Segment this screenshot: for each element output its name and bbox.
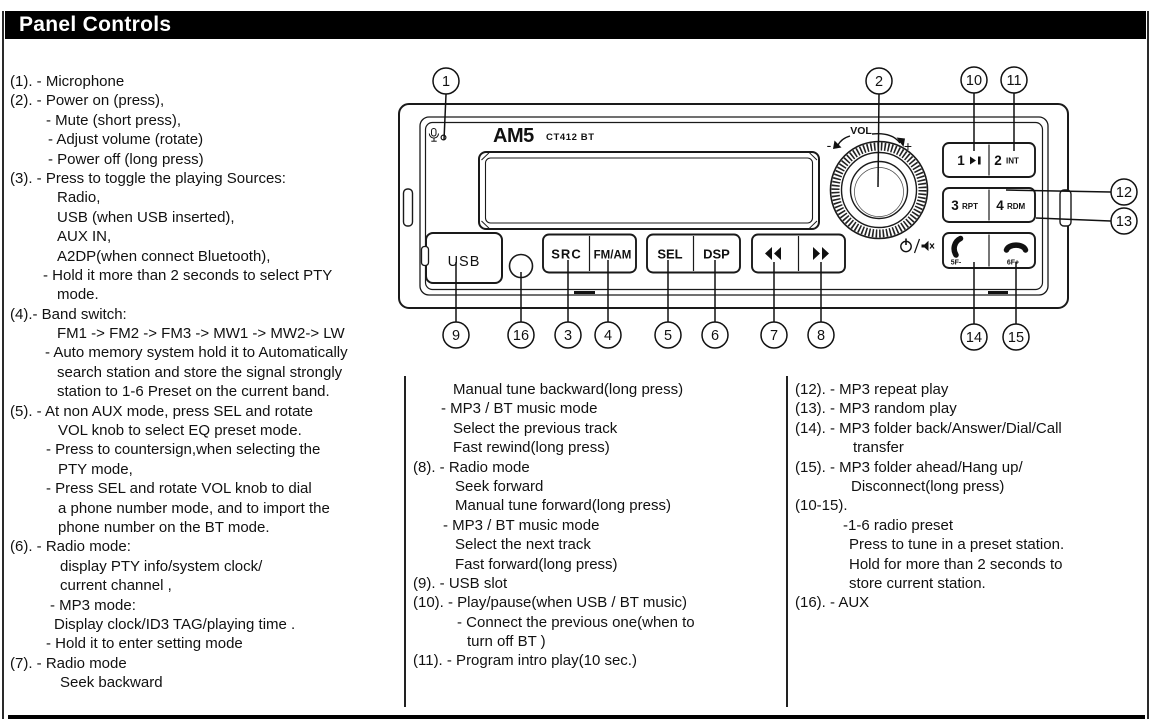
svg-text:8: 8: [816, 328, 826, 344]
instruction-line: transfer: [853, 439, 904, 457]
bezel-tab-left: [404, 189, 413, 226]
instruction-line: Seek backward: [60, 674, 163, 692]
instruction-line: (16). - AUX: [795, 594, 870, 612]
svg-text:4: 4: [603, 328, 613, 344]
instruction-line: (7). - Radio mode: [10, 654, 127, 672]
instruction-line: Radio,: [57, 189, 101, 207]
vol-label: VOL: [850, 125, 872, 137]
instruction-line: AUX IN,: [57, 228, 112, 246]
instruction-line: - Press to countersign,when selecting the: [46, 441, 321, 459]
svg-text:2: 2: [994, 153, 1002, 168]
instruction-line: a phone number mode, and to import the: [58, 499, 330, 517]
instruction-line: (9). - USB slot: [413, 574, 508, 592]
instruction-line: VOL knob to select EQ preset mode.: [58, 422, 302, 440]
svg-text:12: 12: [1115, 185, 1133, 201]
svg-text:6F+: 6F+: [1006, 259, 1020, 267]
instruction-line: Hold for more than 2 seconds to: [849, 555, 1063, 573]
instruction-line: (11). - Program intro play(10 sec.): [413, 652, 637, 670]
instruction-line: USB (when USB inserted),: [57, 208, 235, 226]
instruction-line: - Auto memory system hold it to Automatically: [45, 344, 348, 362]
svg-text:11: 11: [1006, 73, 1022, 89]
brand-logo: AM5: [493, 125, 534, 147]
instruction-line: - Hold it more than 2 seconds to select PTY: [43, 266, 333, 284]
usb-label: USB: [447, 254, 481, 270]
instruction-line: search station and store the signal strongly: [57, 363, 343, 381]
svg-text:2: 2: [874, 74, 884, 90]
instruction-line: (8). - Radio mode: [413, 458, 530, 476]
bezel-tab-right: [1060, 190, 1071, 226]
instruction-line: - MP3 mode:: [50, 596, 136, 614]
svg-text:SEL: SEL: [657, 246, 683, 262]
svg-text:10: 10: [965, 73, 983, 89]
svg-text:4: 4: [996, 198, 1004, 213]
instruction-line: Manual tune backward(long press): [453, 381, 684, 398]
svg-text:RDM: RDM: [1007, 202, 1026, 211]
instruction-line: - MP3 / BT music mode: [443, 516, 600, 534]
instruction-line: (10-15).: [795, 497, 848, 515]
svg-text:5F-: 5F-: [950, 259, 962, 267]
face-seam-notch: [574, 291, 595, 294]
svg-text:1: 1: [441, 74, 451, 90]
instruction-line: - Hold it to enter setting mode: [46, 635, 243, 653]
instruction-line: - Adjust volume (rotate): [48, 131, 204, 149]
vol-plus-label: +: [903, 138, 913, 154]
instruction-line: Disconnect(long press): [851, 477, 1005, 495]
instruction-line: Fast rewind(long press): [453, 439, 610, 457]
instruction-line: current channel ,: [60, 577, 172, 595]
svg-text:FM/AM: FM/AM: [593, 249, 632, 262]
instruction-line: Manual tune forward(long press): [455, 497, 671, 515]
svg-text:13: 13: [1115, 214, 1133, 230]
svg-text:RPT: RPT: [962, 202, 978, 211]
instruction-line: (13). - MP3 random play: [795, 400, 957, 418]
page-title: Panel Controls: [19, 13, 172, 36]
instruction-line: - Power off (long press): [48, 150, 204, 168]
instruction-line: (3). - Press to toggle the playing Sources:: [10, 169, 286, 187]
instruction-line: Select the next track: [455, 536, 591, 554]
instruction-line: A2DP(when connect Bluetooth),: [57, 247, 271, 265]
svg-text:3: 3: [563, 328, 573, 344]
instruction-line: Display clock/ID3 TAG/playing time .: [54, 615, 296, 633]
instruction-line: (4).- Band switch:: [10, 305, 127, 323]
svg-text:SRC: SRC: [551, 246, 582, 262]
svg-text:16: 16: [512, 328, 530, 344]
instruction-line: mode.: [57, 286, 99, 304]
svg-text:3: 3: [951, 198, 959, 213]
svg-text:6: 6: [710, 328, 720, 344]
instruction-line: (12). - MP3 repeat play: [795, 381, 949, 398]
instruction-line: (14). - MP3 folder back/Answer/Dial/Call: [795, 419, 1062, 437]
instruction-line: Fast forward(long press): [455, 555, 618, 573]
instruction-line: PTY mode,: [58, 460, 133, 478]
svg-text:INT: INT: [1006, 156, 1019, 166]
instruction-line: turn off BT ): [467, 633, 546, 651]
svg-text:5: 5: [663, 328, 673, 344]
instruction-line: Select the previous track: [453, 419, 618, 437]
instruction-line: Seek forward: [455, 477, 544, 495]
instruction-line: -1-6 radio preset: [843, 516, 954, 534]
instruction-line: (1). - Microphone: [10, 73, 125, 90]
model-number: CT412 BT: [546, 132, 595, 143]
svg-text:14: 14: [965, 330, 983, 346]
instruction-line: store current station.: [849, 574, 986, 592]
dsp-button[interactable]: [703, 247, 730, 262]
instruction-line: (15). - MP3 folder ahead/Hang up/: [795, 458, 1023, 476]
instruction-line: - MP3 / BT music mode: [441, 400, 598, 418]
instruction-line: - Connect the previous one(when to: [457, 613, 695, 631]
svg-text:7: 7: [769, 328, 779, 344]
instruction-line: Press to tune in a preset station.: [849, 536, 1065, 554]
svg-text:9: 9: [451, 328, 461, 344]
svg-text:15: 15: [1007, 330, 1025, 346]
instruction-line: (6). - Radio mode:: [10, 538, 131, 556]
instruction-line: - Press SEL and rotate VOL knob to dial: [46, 480, 312, 498]
instruction-line: (5). - At non AUX mode, press SEL and rotate: [10, 402, 313, 420]
usb-cover[interactable]: [422, 233, 503, 283]
svg-text:1: 1: [957, 153, 965, 168]
instruction-line: (2). - Power on (press),: [10, 92, 165, 110]
fm-am-button[interactable]: [594, 250, 632, 262]
instruction-line: FM1 -> FM2 -> FM3 -> MW1 -> MW2-> LW: [57, 325, 345, 343]
src-button[interactable]: [551, 247, 581, 262]
instruction-line: (10). - Play/pause(when USB / BT music): [413, 594, 687, 612]
svg-text:DSP: DSP: [703, 246, 730, 262]
instruction-line: phone number on the BT mode.: [58, 518, 270, 536]
instruction-line: - Mute (short press),: [46, 111, 182, 129]
lcd-display: [479, 152, 819, 229]
instruction-line: display PTY info/system clock/: [60, 557, 263, 575]
sel-button[interactable]: [657, 247, 682, 262]
vol-minus-label: -: [826, 137, 832, 153]
face-seam-notch: [988, 291, 1008, 294]
instruction-line: station to 1-6 Preset on the current band.: [57, 383, 330, 401]
